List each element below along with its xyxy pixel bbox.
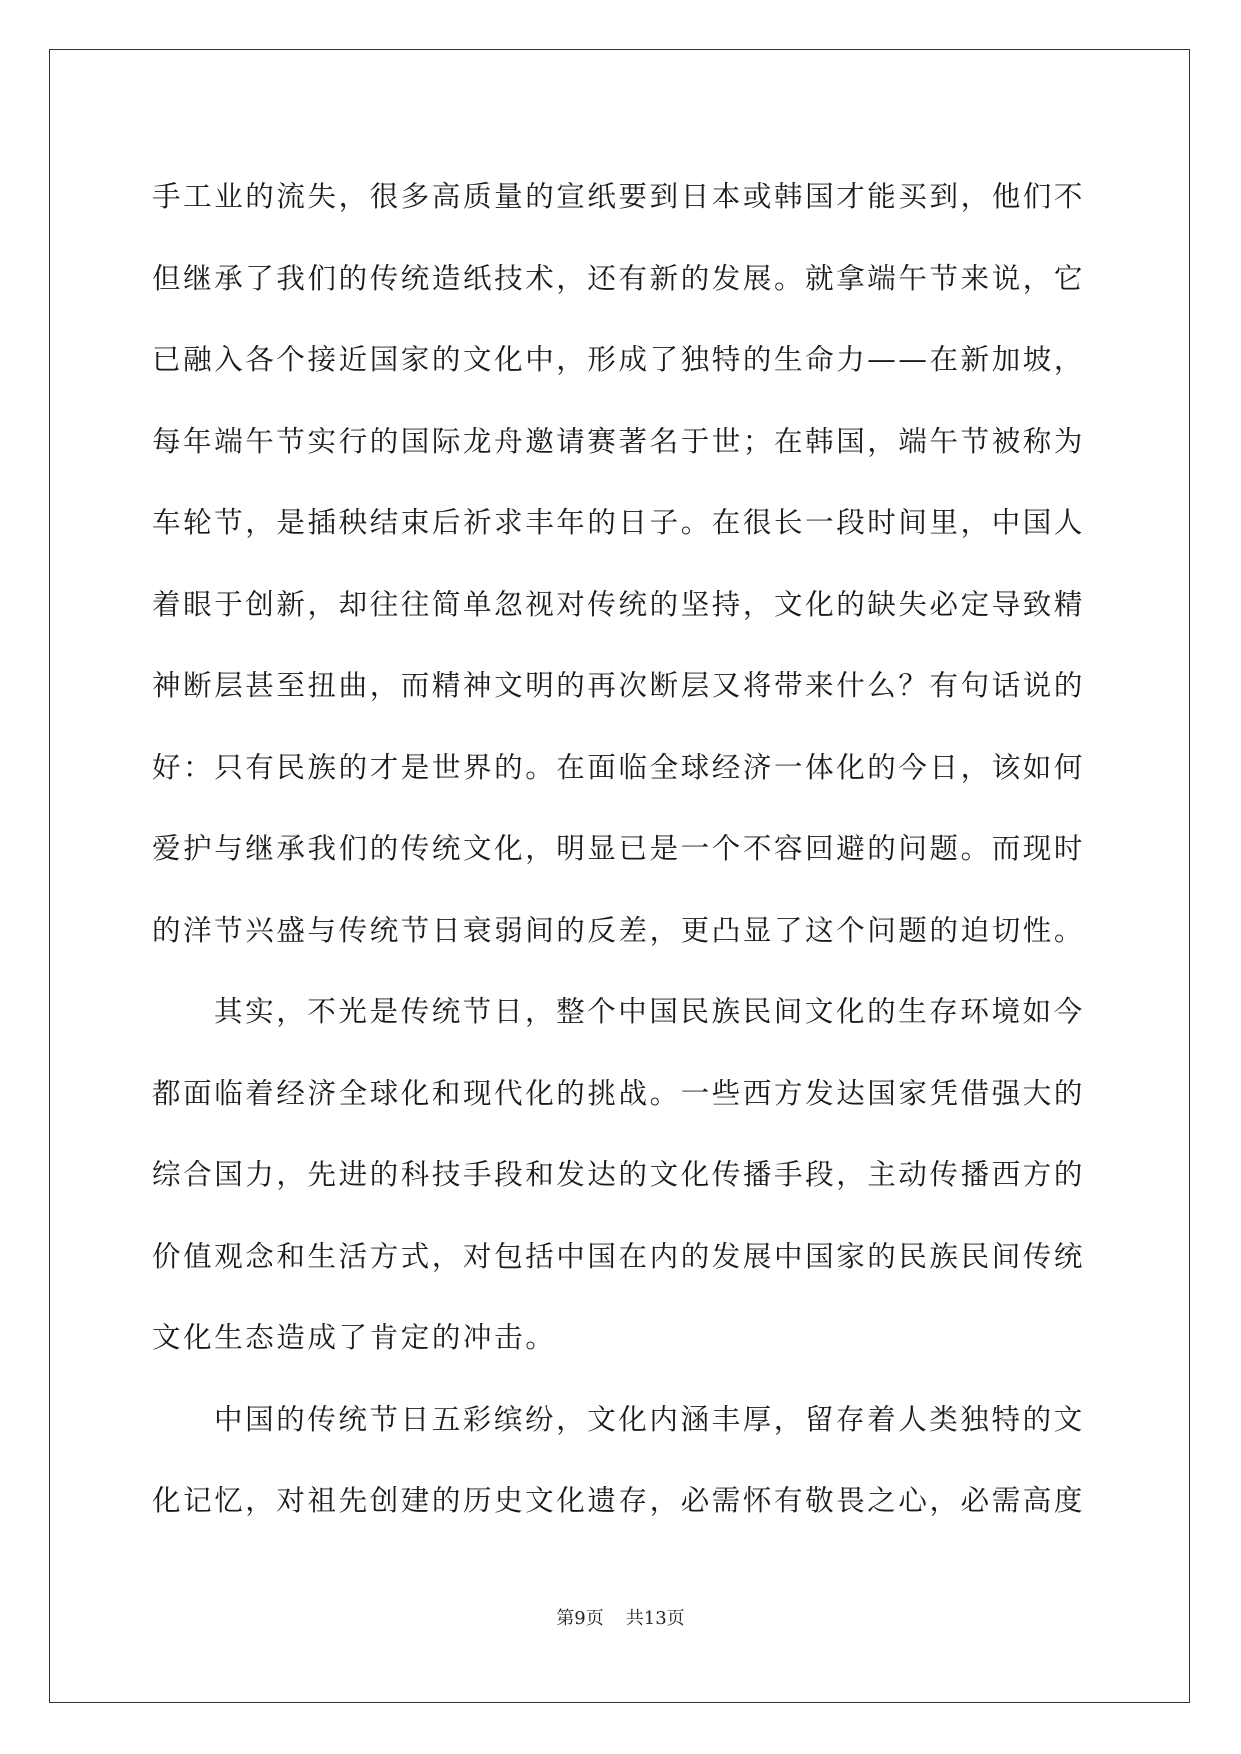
page-footer [0,1604,1241,1630]
paragraph-3 [152,1379,1092,1542]
text-line: 化记忆，对祖先创建的历史文化遗存，必需怀有敬畏之心，必需高度 [152,1484,1086,1517]
paragraph-2 [152,971,1092,1379]
text-line: 每年端午节实行的国际龙舟邀请赛著名于世；在韩国，端午节被称为 [152,424,1086,458]
text-line: 车轮节，是插秧结束后祈求丰年的日子。在很长一段时间里，中国人 [152,506,1086,539]
document-body [152,156,1092,1542]
text-line: 手工业的流失，很多高质量的宣纸要到日本或韩国才能买到，他们不 [152,180,1086,213]
text-line: 综合国力，先进的科技手段和发达的文化传播手段，主动传播西方的 [152,1158,1086,1191]
text-line: 好：只有民族的才是世界的。在面临全球经济一体化的今日，该如何 [152,750,1086,784]
text-line: 价值观念和生活方式，对包括中国在内的发展中国家的民族民间传统 [152,1239,1086,1273]
text-line: 神断层甚至扭曲，而精神文明的再次断层又将带来什么？有句话说的 [152,669,1086,702]
text-line: 都面临着经济全球化和现代化的挑战。一些西方发达国家凭借强大的 [152,1076,1086,1110]
text-line: 文化生态造成了肯定的冲击。 [152,1321,557,1354]
page-total: 共13页 [625,1608,685,1629]
text-line: 中国的传统节日五彩缤纷，文化内涵丰厚，留存着人类独特的文 [214,1402,1085,1436]
text-line: 但继承了我们的传统造纸技术，还有新的发展。就拿端午节来说，它 [152,261,1086,295]
paragraph-1 [152,156,1092,971]
page-number: 第9页 [556,1608,604,1629]
text-line: 的洋节兴盛与传统节日衰弱间的反差，更凸显了这个问题的迫切性。 [152,913,1086,947]
text-line: 其实，不光是传统节日，整个中国民族民间文化的生存环境如今 [214,995,1085,1028]
text-line: 爱护与继承我们的传统文化，明显已是一个不容回避的问题。而现时 [152,832,1086,865]
text-line: 已融入各个接近国家的文化中，形成了独特的生命力——在新加坡， [152,343,1086,376]
text-line: 着眼于创新，却往往简单忽视对传统的坚持，文化的缺失必定导致精 [152,587,1086,621]
